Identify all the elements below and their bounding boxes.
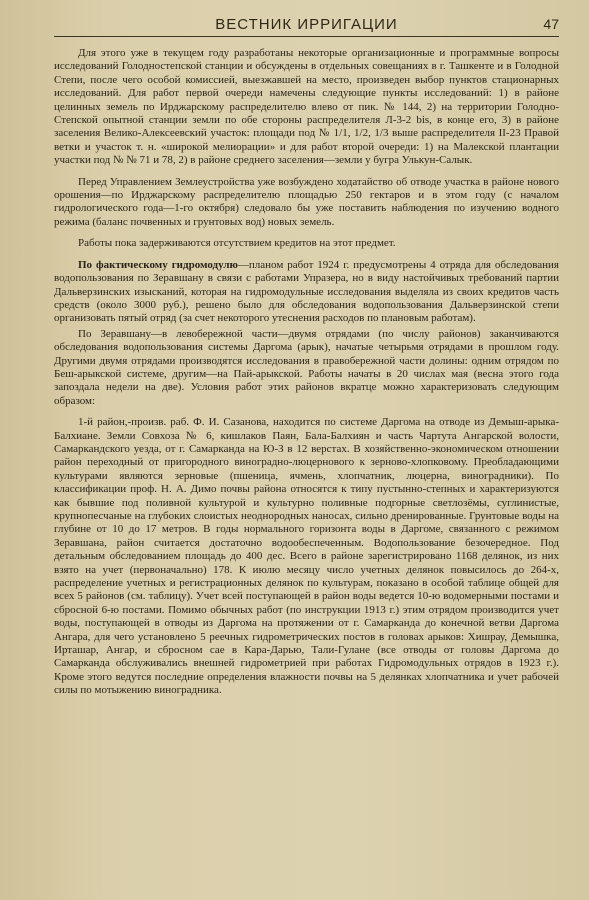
paragraph-text: Для этого уже в текущем году разработаны некоторые организационные и программные вопросы исследований Голодностепской станции и обсуждены в отдельных совещаниях в г. Ташкенте и в Голодной Степи, после чего особой комиссией, выезжавшей на место, произведен выбор пунктов стационарных исследований. Для работ первой очереди намечены следующие пункты исследований: 1) в районе целинных земель по Ирджарскому распределителю влево от пик. № 144, 2) на территории Голодно-Степской опытной станции земли по обе стороны распределителя Л-3-2 bis, в конце его, 3) в районе заселения Велико-Алексеевский участок: площади под № 1/1, 1/2, 1/3 выше распределителя II-23 Правой ветки и участок т. н. «широкой мелиорации» и для работ второй очереди: 1) на Малекской плантации участки под № № 71 и 78, 2) в районе среднего заселения—земли у бугра Улькун-Салык. — [54, 47, 559, 167]
paragraph-text: Перед Управлением Землеустройства уже возбуждено ходатайство об отводе участка в районе нового орошения—по Ирджарскому распределителю площадью 250 гектаров и в этом году (с началом гидрологического года—1-го октября) следовало бы уже поставить наблюдения по изучению водного режима (баланс почвенных и грунтовых вод) новых земель. — [54, 175, 559, 228]
running-header — [54, 10, 559, 37]
paragraph-hydromodule — [54, 259, 559, 326]
paragraph-credits-delay — [54, 237, 559, 250]
paragraph-research-points — [54, 47, 559, 168]
paragraph-text: 1-й район,-произв. раб. Ф. И. Сазанова, находится по системе Даргома на отводе из Демыш-арыка-Балхиане. Земли Совхоза № 6, кишлаков Паян, Бала-Балхиян и часть Чартута Ангарской волости, Самаркандского уезда, от г. Самарканда на Ю-З в 12 верстах. В хозяйственно-экономическом отношении район переходный от пригородного виноградно-люцернового к зерново-хлопковому. Преобладающими культурами являются зерновые (пшеница, ячмень, хлопчатник, люцерна, виноградники). По классификации проф. Н. А. Димо почвы района относятся к типу пустынно-степных и характеризуются как бывшие под поливной культурой и культурно поливные подгорные светлозёмы, суглинистые, крупнопесчаные на глубоких слоистых неоднородных наносах, сильно дренированные. Грунтовые воды на глубине от 10 до 17 метров. В годы нормального горизонта воды в Даргоме, связанного с режимом Зеравшана, район считается достаточно водообеспеченным. Водопользование безочередное. Под детальным обследованием площадь до 400 дес. Всего в районе зарегистрировано 1168 делянок, из них взято на учет (первоначально) 178. К июлю месяцу число учетных делянок повысилось до 264-х, распределение учетных и регистрационных делянок по культурам, показано в особой таблице общей для всех 5 районов (см. таблицу). Учет всей поступающей в район воды ведется 10-ю водомерными постами и сбросной 6-ю постами. Помимо обычных работ (по инструкции 1913 г.) этим отрядом производится учет воды, поступающей в отводы из Даргома на протяжении от г. Самарканда до конечной ветви Даргома Ангара, для чего установлено 5 реечных гидрометрических постов в головах арыков: Хишрау, Демышка, Ирташар, Ангар, и сбросном сае в Кара-Дарью, Тали-Гулане (все отводы от головы Даргома до Самарканда обслуживались внешней гидрометрией при работах Гидромодульных отрядов в 1923 г.). Кроме этого ведутся последние определения влажности почвы на 5 делянках хлопчатника и учет рабочей силы по мотыжению виноградника. — [54, 416, 559, 697]
paragraph-text: По Зеравшану—в левобережной части—двумя отрядами (по числу районов) заканчиваются обследования водопользования системы Даргома (арык), начатые четырьмя отрядами в прошлом году. Другими двумя отрядами производятся исследования в правобережной части долины: одним отрядом по Беш-арыкской системе, другим—на Пай-арыкской. Работы начаты в 20 числах мая (весна этого года запоздала недели на две). Условия работ этих районов вкратце можно характеризовать следующим образом: — [54, 327, 559, 407]
paragraph-land-allotment — [54, 176, 559, 230]
article-body — [54, 47, 559, 698]
paragraph-text: —планом работ 1924 г. предусмотрены 4 отряда для обследования водопользования по Зеравшану в связи с работами Упразера, но в виду настойчивых требований партии Дальверзинских изысканий, которая на гидромодульные исследования выделяла из своих кредитов часть средств (около 3000 руб.), решено было для обследования водопользования Дальверзинской степи организовать пятый отряд (за счет некоторого утеснения расходов по плановым работам). — [54, 258, 559, 325]
paragraph-text: Работы пока задерживаются отсутствием кредитов на этот предмет. — [78, 237, 396, 250]
paragraph-zeravshan — [54, 328, 559, 408]
run-in-heading: По фактическому гидромодулю — [78, 258, 238, 271]
journal-title: ВЕСТНИК ИРРИГАЦИИ — [215, 16, 398, 33]
paragraph-district-1 — [54, 416, 559, 698]
page-number: 47 — [543, 16, 559, 32]
